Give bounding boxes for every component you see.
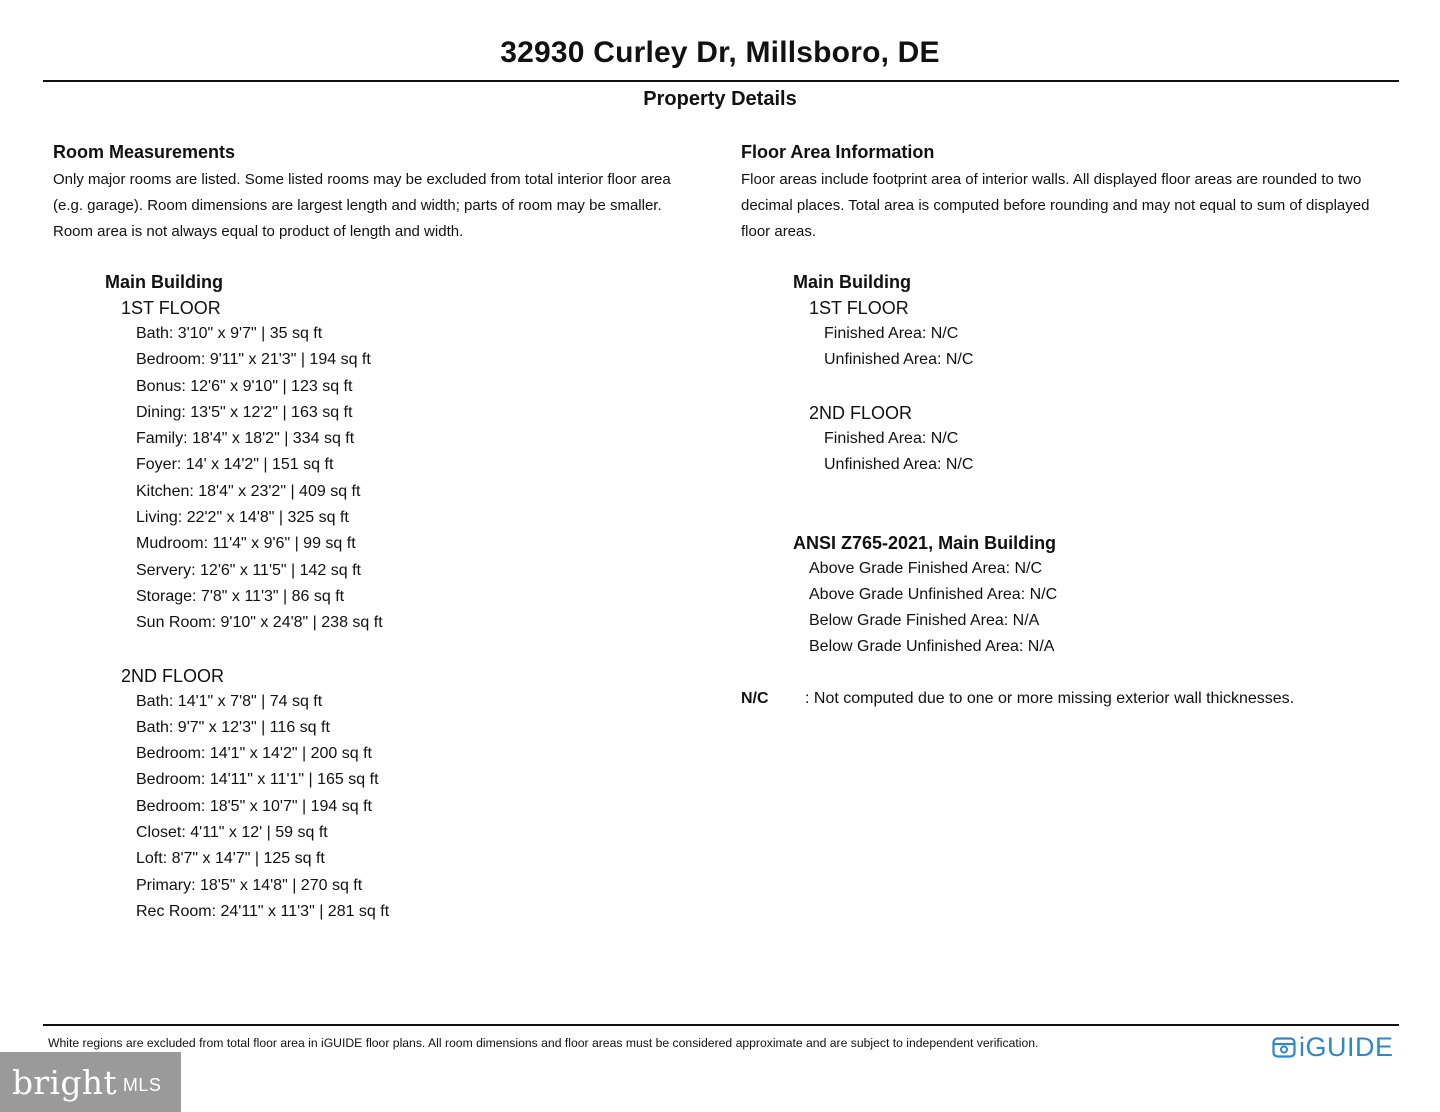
page-title: 32930 Curley Dr, Millsboro, DE [500,36,940,69]
room-item: Closet: 4'11" x 12' | 59 sq ft [136,824,328,842]
bright-logo-text: bright [12,1062,117,1102]
floor-label-1st: 1ST FLOOR [121,298,221,318]
footer-disclaimer: White regions are excluded from total floor area in iGUIDE floor plans. All room dimensions and floor areas must be considered approximate and are subject to independent verification. [48,1036,1039,1050]
building-label: Main Building [793,272,911,292]
room-item: Family: 18'4" x 18'2" | 334 sq ft [136,430,355,448]
room-list-2nd-floor [53,689,723,926]
room-item: Bath: 9'7" x 12'3" | 116 sq ft [136,718,330,736]
iguide-camera-icon [1272,1035,1296,1059]
room-item: Bath: 3'10" x 9'7" | 35 sq ft [136,325,323,342]
room-item: Bedroom: 14'1" x 14'2" | 200 sq ft [136,745,372,763]
footer-divider [43,1024,1399,1026]
nc-note-text: : Not computed due to one or more missing exterior wall thicknesses. [805,690,1295,708]
room-item: Living: 22'2" x 14'8" | 325 sq ft [136,509,349,527]
iguide-logo [1272,1030,1394,1064]
building-label: Main Building [105,272,223,292]
room-item: Kitchen: 18'4" x 23'2" | 409 sq ft [136,482,361,500]
bright-mls-watermark [0,1052,181,1112]
unfinished-area: Unfinished Area: N/C [824,351,974,369]
room-item: Sun Room: 9'10" x 24'8" | 238 sq ft [136,614,383,632]
room-item: Bonus: 12'6" x 9'10" | 123 sq ft [136,377,353,395]
page-subtitle: Property Details [643,88,797,110]
nc-note-key: N/C [741,690,769,708]
room-item: Loft: 8'7" x 14'7" | 125 sq ft [136,850,325,868]
description-line: (e.g. garage). Room dimensions are largest length and width; parts of room may be smaller. [53,197,662,214]
description-line: Room area is not always equal to product of length and width. [53,223,464,240]
bright-logo-suffix: MLS [122,1074,162,1095]
floor-area-section [741,140,1411,712]
room-measurements-section [53,140,723,925]
room-item: Bedroom: 18'5" x 10'7" | 194 sq ft [136,797,372,815]
room-item: Primary: 18'5" x 14'8" | 270 sq ft [136,876,363,894]
room-measurements-heading: Room Measurements [53,142,236,162]
room-item: Foyer: 14' x 14'2" | 151 sq ft [136,456,334,474]
room-item: Bedroom: 9'11" x 21'3" | 194 sq ft [136,351,371,369]
unfinished-area: Unfinished Area: N/C [824,455,974,473]
ansi-area-line: Above Grade Unfinished Area: N/C [809,586,1058,604]
nc-note [741,686,1411,712]
finished-area: Finished Area: N/C [824,325,959,342]
description-line: Floor areas include footprint area of interior walls. All displayed floor areas are rounded to two [741,171,1362,188]
floor-label-1st: 1ST FLOOR [809,298,909,318]
header-divider [43,80,1399,82]
room-item: Storage: 7'8" x 11'3" | 86 sq ft [136,587,345,605]
ansi-heading: ANSI Z765-2021, Main Building [793,533,1057,554]
room-item: Dining: 13'5" x 12'2" | 163 sq ft [136,403,353,421]
spacer [741,374,1411,400]
spacer [741,478,1411,530]
room-measurements-description [53,167,723,245]
finished-area: Finished Area: N/C [824,429,959,447]
description-line: Only major rooms are listed. Some listed rooms may be excluded from total interior floor area [53,171,671,188]
description-line: decimal places. Total area is computed before rounding and may not equal to sum of displayed [741,197,1370,214]
spacer [53,637,723,663]
room-list-1st-floor [53,321,723,637]
iguide-logo-text: iGUIDE [1299,1032,1394,1062]
room-item: Mudroom: 11'4" x 9'6" | 99 sq ft [136,535,356,553]
ansi-area-line: Above Grade Finished Area: N/C [809,560,1043,578]
floor-label-2nd: 2ND FLOOR [121,665,225,686]
ansi-area-line: Below Grade Finished Area: N/A [809,612,1040,630]
room-item: Servery: 12'6" x 11'5" | 142 sq ft [136,561,361,579]
floor-area-description [741,167,1411,245]
ansi-area-line: Below Grade Unfinished Area: N/A [809,638,1055,656]
room-item: Bedroom: 14'11" x 11'1" | 165 sq ft [136,771,379,789]
description-line: floor areas. [741,223,817,240]
room-item: Rec Room: 24'11" x 11'3" | 281 sq ft [136,902,390,920]
floor-area-heading: Floor Area Information [741,142,935,162]
floor-label-2nd: 2ND FLOOR [809,402,913,423]
room-item: Bath: 14'1" x 7'8" | 74 sq ft [136,692,323,710]
